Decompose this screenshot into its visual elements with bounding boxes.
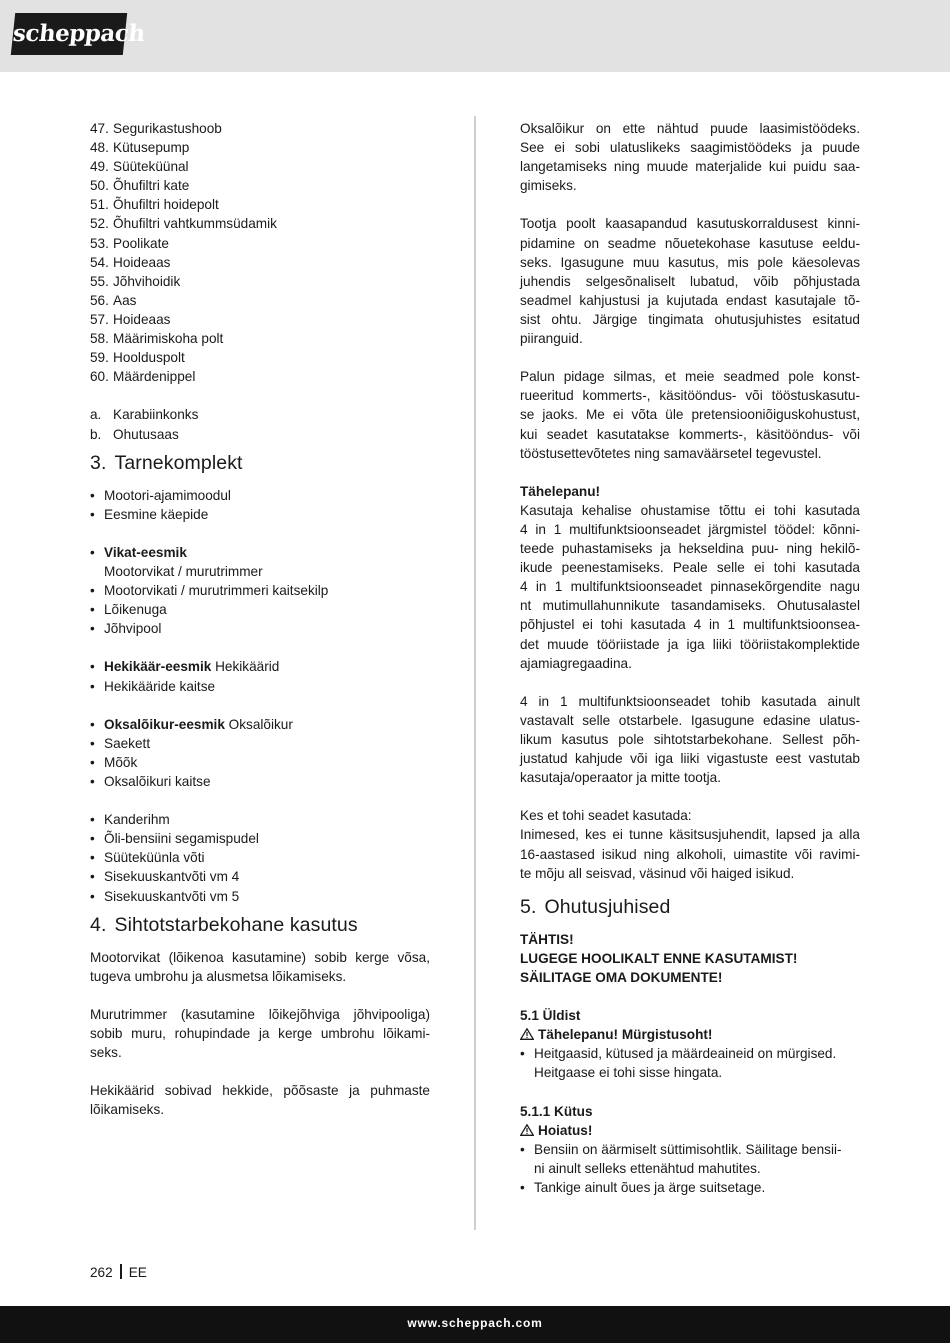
list-item: • Mootorvikati / murutrimmeri kaitsekilp xyxy=(90,581,430,600)
text-line: sist ohtu. Järgige tingimata ohutusjuhistes esitatud xyxy=(520,311,860,327)
oksa-attachment-title: • Oksalõikur-eesmik Oksalõikur xyxy=(90,715,430,734)
section-5-1-1-title: 5.1.1 Kütus xyxy=(520,1103,593,1119)
text-line: Murutrimmer (kasutamine lõikejõhviga jõhvipooliga) xyxy=(90,1006,430,1022)
right-column xyxy=(520,119,860,1197)
notice-line: LUGEGE HOOLIKALT ENNE KASUTAMIST! xyxy=(520,950,798,966)
refuel-outdoors-bullet: • Tankige ainult õues ja ärge suitsetage. xyxy=(520,1178,860,1197)
section-4-heading: 4. Sihtotstarbekohane kasutus xyxy=(90,913,358,936)
notice-line: SÄILITAGE OMA DOKUMENTE! xyxy=(520,969,723,985)
usage-paragraph-3 xyxy=(520,367,860,462)
page-number: 262 EE xyxy=(90,1265,147,1280)
text-line: põhjustel ei tohi kasutada 4 in 1 multifunktsioonsea- xyxy=(520,617,860,633)
list-item: • Sisekuuskantvõti vm 5 xyxy=(90,887,430,906)
list-item: 57. Hoideaas xyxy=(90,311,171,327)
accessories-list xyxy=(90,810,430,905)
list-item: 55. Jõhvihoidik xyxy=(90,273,181,289)
list-item: • Mõõk xyxy=(90,753,430,772)
list-item: • Hekikääride kaitse xyxy=(90,677,430,696)
brand-logo: scheppach xyxy=(11,13,127,55)
text-line: nt mutimullahunnikute tasandamiseks. Ohutusalastel xyxy=(520,598,860,614)
section-3-heading: 3. Tarnekomplekt xyxy=(90,451,243,474)
text-line: 16-aastased isikud ning alkoholi, uimastite või ravimi- xyxy=(520,846,860,862)
attention-label: Tähelepanu! xyxy=(520,483,601,499)
text-line: lõikamiseks. xyxy=(90,1102,165,1118)
list-item: 54. Hoideaas xyxy=(90,254,171,270)
oksa-items-list xyxy=(90,734,430,791)
list-item: 51. Õhufiltri hoidepolt xyxy=(90,197,219,213)
list-item: 58. Määrimiskoha polt xyxy=(90,331,224,347)
poison-warning: Tähelepanu! Mürgistusoht! xyxy=(520,1025,860,1044)
text-line: rueeritud kommerts-, käsitööndus- või tööstuskasutu- xyxy=(520,388,860,404)
text-line: 4 in 1 multifunktsioonseadet järgmistel töödel: kõnni- xyxy=(520,521,860,537)
list-item: 56. Aas xyxy=(90,292,137,308)
usage-paragraph-1 xyxy=(520,119,860,195)
usage-paragraph-5 xyxy=(520,692,860,787)
text-line: 4 in 1 multifunktsioonseadet tohib kasutada ainult xyxy=(520,693,860,709)
text-line: piiranguid. xyxy=(520,331,583,347)
footer-url: www.scheppach.com xyxy=(407,1316,543,1330)
text-line: seadmel kahjustusi ja kujutada endast kasutajale tõ- xyxy=(520,292,860,308)
important-notice xyxy=(520,930,860,987)
heki-attachment-title: • Hekikäär-eesmik Hekikäärid xyxy=(90,657,430,676)
parts-letters-list xyxy=(90,405,430,443)
usage-paragraph-4 xyxy=(520,501,860,673)
section-5-heading: 5. Ohutusjuhised xyxy=(520,895,671,918)
text-line: gimiseks. xyxy=(520,178,577,194)
left-column xyxy=(90,119,430,1120)
text-line: seks. Igasugune muu kasutus, mis pole käesolevas xyxy=(520,254,860,270)
list-item: 47. Segurikastushoob xyxy=(90,121,222,136)
list-item: a. Karabiinkonks xyxy=(90,407,199,423)
text-line: See ei sobi ulatuslikeks saagimistöödeks ja puude xyxy=(520,140,860,156)
text-line: tööstusettevõtetes ning samaväärsetel tegevustel. xyxy=(520,445,822,461)
exhaust-gas-bullet: • Heitgaasid, kütused ja määrdeaineid on mürgised. Heitgaase ei tohi sisse hingata. xyxy=(520,1044,860,1082)
section-5-1-title: 5.1 Üldist xyxy=(520,1008,581,1024)
list-item: 50. Õhufiltri kate xyxy=(90,178,190,194)
text-line: langetamiseks ning muude materjalide kui puidu saa- xyxy=(520,159,860,175)
list-item: b. Ohutusaas xyxy=(90,426,179,442)
text-line: Palun pidage silmas, et meie seadmed pole konst- xyxy=(520,369,860,385)
heki-items-list xyxy=(90,677,430,696)
text-line: Hekikäärid sobivad hekkide, põõsaste ja puhmaste xyxy=(90,1083,430,1099)
text-line: tugeva umbrohu ja alusmetsa lõikamiseks. xyxy=(90,968,347,984)
text-line: likum kasutus pole sihtotstarbekohane. Sellest põh- xyxy=(520,732,860,747)
header-bar xyxy=(0,0,950,72)
section-4-paragraph-1 xyxy=(90,948,430,986)
warning-triangle-icon xyxy=(520,1028,534,1040)
text-line: det muude tööriistade ja iga liiki tööriistakomplektide xyxy=(520,636,860,652)
list-item: • Eesmine käepide xyxy=(90,505,430,524)
text-line: pidamine on seadme nõuetekohase kasutuse eeldu- xyxy=(520,235,860,251)
list-item: • Oksalõikuri kaitse xyxy=(90,772,430,791)
text-line: justatud kahjude või iga liiki vigastuste eest vastutab xyxy=(520,751,860,767)
footer-bar xyxy=(0,1306,950,1343)
list-item: 53. Poolikate xyxy=(90,235,169,251)
text-line: Kasutaja kehalise ohustamise tõttu ei tohi kasutada xyxy=(520,502,860,518)
warning-triangle-icon xyxy=(520,1124,534,1136)
list-item: 59. Hoolduspolt xyxy=(90,350,185,366)
vikat-attachment-title: • Vikat-eesmik xyxy=(90,543,430,562)
not-allowed-users-intro: Kes et tohi seadet kasutada: xyxy=(520,808,692,824)
text-line: se jaoks. Me ei võta üle pretensiooniõiguskohustust, xyxy=(520,407,860,423)
section-4-paragraph-3 xyxy=(90,1081,430,1119)
list-item: • Lõikenuga xyxy=(90,600,430,619)
fuel-storage-bullet: • Bensiin on äärmiselt süttimisohtlik. Säilitage bensii- ni ainult selleks ettenähtud mahutites. xyxy=(520,1140,860,1178)
text-line: kui seadet kasutatakse kommerts-, käsitööndus- või xyxy=(520,426,860,442)
vikat-items-list xyxy=(90,581,430,638)
text-line: ajamiagregaadina. xyxy=(520,655,632,671)
text-line: Oksalõikur on ette nähtud puude laasimistöödeks. xyxy=(520,121,860,136)
list-item: 60. Määrdenippel xyxy=(90,369,196,385)
list-item: • Saekett xyxy=(90,734,430,753)
text-line: Inimesed, kes ei tunne käsitsusjuhendit, lapsed ja alla xyxy=(520,827,860,843)
text-line: sobib muru, rohupindade ja kerge umbrohu lõikami- xyxy=(90,1026,430,1042)
list-item: • Sisekuuskantvõti vm 4 xyxy=(90,867,430,886)
vikat-attachment-subtitle: Mootorvikat / murutrimmer xyxy=(104,563,263,579)
text-line: Tootja poolt kaasapandud kasutuskorraldusest kinni- xyxy=(520,216,860,232)
fuel-warning: Hoiatus! xyxy=(520,1121,860,1140)
text-line: Mootorvikat (lõikenoa kasutamine) sobib kerge võsa, xyxy=(90,949,430,965)
text-line: te mõju all seisvad, väsinud või haiged isikud. xyxy=(520,865,795,881)
list-item: • Süüteküünla võti xyxy=(90,848,430,867)
text-line: 4 in 1 multifunktsioonseadet pinnasekõrgendite nagu xyxy=(520,579,860,595)
text-line: juhendis selgesõnaliselt lubatud, võib põhjustada xyxy=(520,273,860,289)
text-line: teede puhastamiseks ja hekseldina puu- ning hekilõ- xyxy=(520,541,860,557)
text-line: vastavalt selle otstarbele. Igasugune edasine ulatus- xyxy=(520,712,860,728)
text-line: ikude peenestamiseks. Peale selle ei tohi kasutada xyxy=(520,560,860,576)
usage-paragraph-6 xyxy=(520,825,860,882)
text-line: seks. xyxy=(90,1045,122,1061)
notice-line: TÄHTIS! xyxy=(520,931,574,947)
list-item: • Jõhvipool xyxy=(90,619,430,638)
column-divider xyxy=(474,116,476,1230)
delivery-list-main xyxy=(90,486,430,524)
list-item: 48. Kütusepump xyxy=(90,140,190,156)
list-item: • Õli-bensiini segamispudel xyxy=(90,829,430,848)
text-line: kasutaja/operaator ja mitte tootja. xyxy=(520,770,721,786)
parts-list xyxy=(90,119,430,386)
list-item: 49. Süüteküünal xyxy=(90,159,189,175)
list-item: 52. Õhufiltri vahtkummsüdamik xyxy=(90,216,277,232)
list-item: • Mootori-ajamimoodul xyxy=(90,486,430,505)
list-item: • Kanderihm xyxy=(90,810,430,829)
section-4-paragraph-2 xyxy=(90,1005,430,1062)
usage-paragraph-2 xyxy=(520,214,860,348)
